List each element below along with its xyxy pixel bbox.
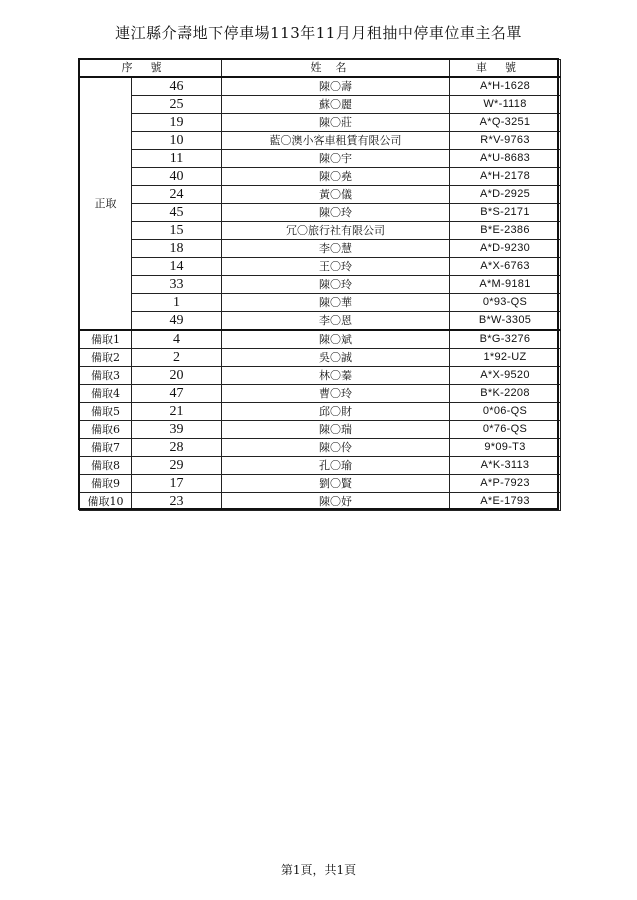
draw-number: 4 (132, 330, 222, 349)
plate-number: 0*06-QS (450, 403, 561, 421)
table-row (80, 312, 561, 331)
owner-name: 陳〇莊 (222, 114, 450, 132)
draw-number: 49 (132, 312, 222, 331)
plate-number: A*K-3113 (450, 457, 561, 475)
plate-number: A*Q-3251 (450, 114, 561, 132)
plate-number: A*X-6763 (450, 258, 561, 276)
owner-name: 吳〇誠 (222, 349, 450, 367)
table-row (80, 276, 561, 294)
plate-number: A*H-2178 (450, 168, 561, 186)
draw-number: 17 (132, 475, 222, 493)
plate-number: 9*09-T3 (450, 439, 561, 457)
table-row (80, 421, 561, 439)
plate-number: A*D-2925 (450, 186, 561, 204)
owner-name: 陳〇玲 (222, 276, 450, 294)
table-row (80, 204, 561, 222)
draw-number: 40 (132, 168, 222, 186)
plate-number: A*H-1628 (450, 77, 561, 96)
table-row (80, 240, 561, 258)
draw-number: 10 (132, 132, 222, 150)
alternate-label: 備取5 (80, 403, 132, 421)
table-row (80, 258, 561, 276)
alternate-label: 備取2 (80, 349, 132, 367)
header-sequence: 序號 (80, 60, 222, 78)
draw-number: 24 (132, 186, 222, 204)
group-label-primary: 正取 (80, 77, 132, 330)
plate-number: B*S-2171 (450, 204, 561, 222)
table-row (80, 186, 561, 204)
plate-number: B*K-2208 (450, 385, 561, 403)
owner-name: 邱〇財 (222, 403, 450, 421)
table-row (80, 294, 561, 312)
table-row (80, 367, 561, 385)
header-plate: 車號 (450, 60, 561, 78)
alternate-label: 備取7 (80, 439, 132, 457)
owner-name: 李〇恩 (222, 312, 450, 331)
owner-name: 陳〇玲 (222, 204, 450, 222)
alternate-label: 備取8 (80, 457, 132, 475)
draw-number: 18 (132, 240, 222, 258)
plate-number: A*M-9181 (450, 276, 561, 294)
table-row (80, 168, 561, 186)
alternate-label: 備取4 (80, 385, 132, 403)
draw-number: 46 (132, 77, 222, 96)
owner-name: 陳〇華 (222, 294, 450, 312)
alternate-label: 備取9 (80, 475, 132, 493)
table-row (80, 114, 561, 132)
table-row (80, 457, 561, 475)
plate-number: B*W-3305 (450, 312, 561, 331)
plate-number: B*E-2386 (450, 222, 561, 240)
draw-number: 2 (132, 349, 222, 367)
alternate-label: 備取3 (80, 367, 132, 385)
table-row (80, 222, 561, 240)
plate-number: A*E-1793 (450, 493, 561, 511)
table-row (80, 330, 561, 349)
owner-name: 黃〇儀 (222, 186, 450, 204)
draw-number: 33 (132, 276, 222, 294)
draw-number: 23 (132, 493, 222, 511)
draw-number: 19 (132, 114, 222, 132)
table-row (80, 349, 561, 367)
plate-number: 0*93-QS (450, 294, 561, 312)
plate-number: B*G-3276 (450, 330, 561, 349)
plate-number: R*V-9763 (450, 132, 561, 150)
owner-name: 曹〇玲 (222, 385, 450, 403)
draw-number: 25 (132, 96, 222, 114)
alternate-label: 備取6 (80, 421, 132, 439)
table-row (80, 475, 561, 493)
document-title: 連江縣介壽地下停車場113年11月月租抽中停車位車主名單 (115, 24, 522, 42)
draw-number: 21 (132, 403, 222, 421)
owner-name: 蘇〇麗 (222, 96, 450, 114)
table-row (80, 439, 561, 457)
owner-name: 李〇慧 (222, 240, 450, 258)
table-body (80, 77, 561, 511)
alternate-label: 備取1 (80, 330, 132, 349)
draw-number: 45 (132, 204, 222, 222)
plate-number: A*X-9520 (450, 367, 561, 385)
alternate-label: 備取10 (80, 493, 132, 511)
owner-name: 林〇蓁 (222, 367, 450, 385)
plate-number: A*P-7923 (450, 475, 561, 493)
table-row (80, 385, 561, 403)
owner-name: 陳〇妤 (222, 493, 450, 511)
table-row (80, 150, 561, 168)
plate-number: A*D-9230 (450, 240, 561, 258)
owner-name: 藍〇澳小客車租賃有限公司 (222, 132, 450, 150)
winners-table (79, 59, 561, 511)
page-footer: 第1頁，共1頁 (280, 863, 357, 877)
owner-name: 陳〇宇 (222, 150, 450, 168)
owner-name: 陳〇堯 (222, 168, 450, 186)
draw-number: 14 (132, 258, 222, 276)
plate-number: 1*92-UZ (450, 349, 561, 367)
table-header-row (80, 60, 561, 78)
draw-number: 11 (132, 150, 222, 168)
draw-number: 15 (132, 222, 222, 240)
draw-number: 29 (132, 457, 222, 475)
table-row (80, 493, 561, 511)
owner-name: 陳〇瑞 (222, 421, 450, 439)
table-row (80, 77, 561, 96)
owner-name: 劉〇賢 (222, 475, 450, 493)
plate-number: W*-1118 (450, 96, 561, 114)
owner-name: 陳〇斌 (222, 330, 450, 349)
draw-number: 1 (132, 294, 222, 312)
owner-name: 冗〇旅行社有限公司 (222, 222, 450, 240)
draw-number: 47 (132, 385, 222, 403)
plate-number: A*U-8683 (450, 150, 561, 168)
plate-number: 0*76-QS (450, 421, 561, 439)
owner-name: 陳〇伶 (222, 439, 450, 457)
table-row (80, 132, 561, 150)
draw-number: 20 (132, 367, 222, 385)
table-row (80, 96, 561, 114)
draw-number: 39 (132, 421, 222, 439)
draw-number: 28 (132, 439, 222, 457)
owner-name: 陳〇壽 (222, 77, 450, 96)
owner-name: 王〇玲 (222, 258, 450, 276)
header-name: 姓名 (222, 60, 450, 78)
table-row (80, 403, 561, 421)
owner-name: 孔〇瑜 (222, 457, 450, 475)
